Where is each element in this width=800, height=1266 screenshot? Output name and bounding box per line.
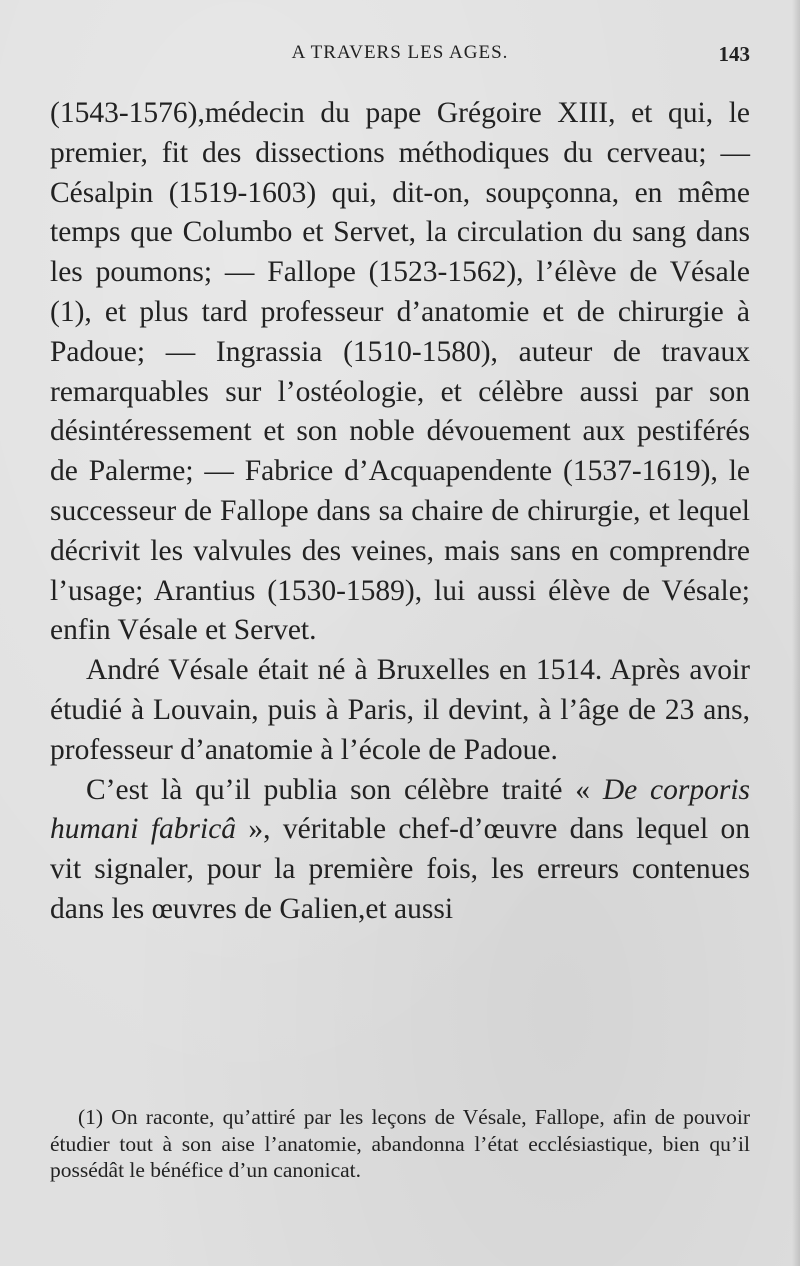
page-number: 143	[718, 42, 750, 66]
running-title: A TRAVERS LES AGES.	[291, 42, 509, 63]
paragraph-text: C’est là qu’il publia son célèbre traité «	[86, 773, 603, 806]
footnote	[50, 1104, 750, 1184]
main-text	[50, 94, 750, 930]
paragraph-text: (1543-1576),médecin du pape Grégoire XIII, et qui, le premier, fit des dissections méthodiques du cerveau; — Césalpin (1519-1603) qui, dit-on, soupçonna, en même temps que Columbo et Servet, la circulation du sang dans les poumons; — Fallope (1523-1562), l’élève de Vésale (1), et plus tard professeur d’anatomie et de chirurgie à Padoue; — Ingrassia (1510-1580), auteur de travaux remarquables sur l’ostéologie, et célèbre aussi par son désintéressement et son noble dévouement aux pestiférés de Palerme; — Fabrice d’Acquapendente (1537-1619), le successeur de Fallope dans sa chaire de chirurgie, et lequel décrivit les valvules des veines, mais sans en comprendre l’usage; Arantius (1530-1589), lui aussi élève de Vésale; enfin Vésale et Servet.	[50, 97, 750, 647]
paragraph	[50, 651, 750, 770]
page-header	[50, 42, 750, 72]
footnote-text: (1) On raconte, qu’attiré par les leçons de Vésale, Fallope, afin de pouvoir étudier tout à son aise l’anatomie, abandonna l’état ecclésiastique, bien qu’il possédât le bénéfice d’un canonicat.	[50, 1105, 750, 1182]
scan-edge-shadow	[792, 0, 800, 1266]
paragraph	[50, 94, 750, 651]
paragraph	[50, 771, 750, 930]
paragraph-text: André Vésale était né à Bruxelles en 1514. Après avoir étudié à Louvain, puis à Paris, il devint, à l’âge de 23 ans, professeur d’anatomie à l’école de Padoue.	[50, 654, 750, 766]
paragraph-text: », véritable chef-d’œuvre dans lequel on vit signaler, pour la première fois, les erreurs contenues dans les œuvres de Galien,et aussi	[50, 813, 750, 925]
book-title: De corporis humani fabricâ	[50, 773, 750, 846]
